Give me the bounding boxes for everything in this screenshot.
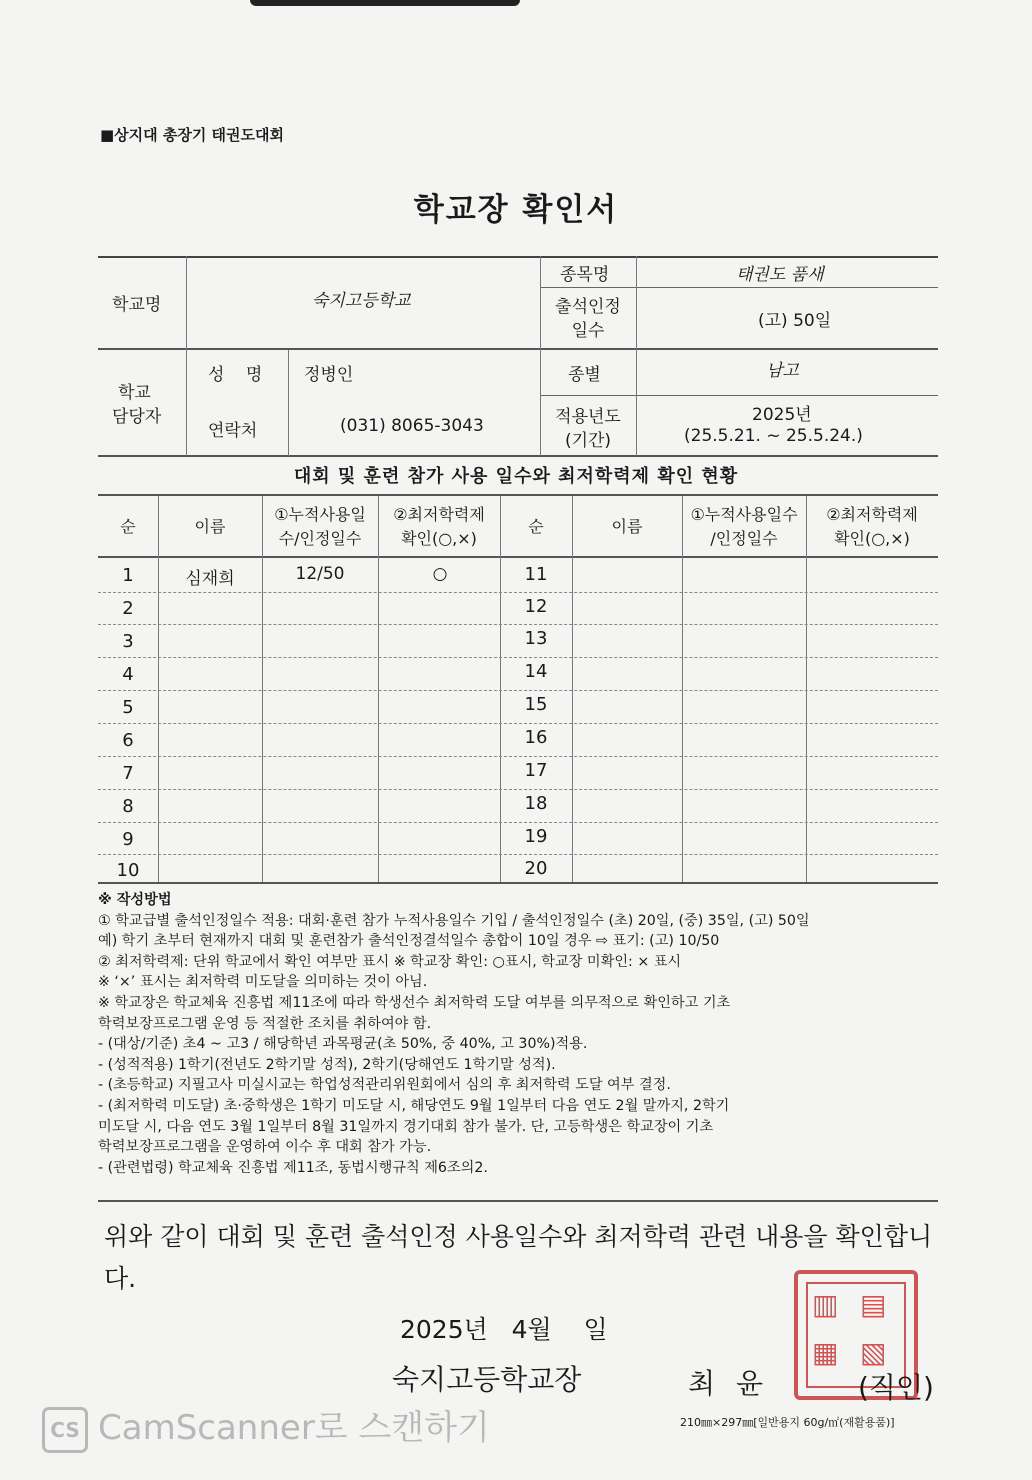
row-separator — [98, 690, 938, 691]
camscanner-logo-icon: CS — [42, 1407, 88, 1453]
header-days-left: 수/인정일수 — [278, 529, 362, 548]
row-number: 11 — [524, 564, 548, 585]
header-check-left: 확인(○,×) — [401, 529, 477, 548]
note-line: 예) 학기 초부터 현재까지 대회 및 훈련참가 출석인정결석일수 총합이 10일 경우 ⇨ 표기: (고) 10/50 — [98, 933, 720, 950]
note-line: ① 학교급별 출석인정일수 적용: 대회·훈련 참가 누적사용일수 기입 / 출석인정일수 (초) 20일, (중) 35일, (고) 50일 — [98, 912, 810, 929]
header-days-right: /인정일수 — [710, 529, 778, 548]
row-number: 18 — [524, 793, 548, 814]
row-number: 7 — [122, 763, 134, 784]
row-number: 9 — [122, 829, 134, 850]
info-line — [540, 395, 938, 396]
period-value: (25.5.21. ~ 25.5.24.) — [684, 426, 863, 446]
camscanner-watermark — [42, 1400, 490, 1453]
notes-bottom-border — [98, 1200, 938, 1202]
writing-instructions — [98, 890, 948, 1178]
row-number: 12 — [524, 596, 548, 617]
confirmation-statement: 위와 같이 대회 및 훈련 출석인정 사용일수와 최저학력 관련 내용을 확인합니다. — [104, 1222, 933, 1293]
header-no-right: 순 — [528, 517, 544, 536]
student-name: 심재희 — [185, 569, 235, 589]
event-label: 종목명 — [560, 265, 610, 285]
days-label: 출석인정 — [555, 297, 621, 317]
row-number: 17 — [524, 760, 548, 781]
note-line: - (성적적용) 1학기(전년도 2학기말 성적), 2학기(당해연도 1학기말 성적). — [98, 1056, 556, 1073]
year-label: (기간) — [564, 431, 612, 451]
manager-label: 담당자 — [112, 407, 162, 427]
note-line: 학력보장프로그램을 운영하여 이수 후 대회 참가 가능. — [98, 1139, 432, 1156]
table-top-border — [98, 494, 938, 496]
days-used: 12/50 — [295, 564, 345, 584]
official-seal: ▥ ▤ ▦ ▧ — [794, 1270, 918, 1400]
row-separator — [98, 592, 938, 593]
days-value: (고) 50일 — [758, 311, 832, 331]
min-academic-check: ○ — [432, 564, 448, 584]
table-bottom-border — [98, 882, 938, 884]
header-no-left: 순 — [120, 517, 136, 536]
row-separator — [98, 822, 938, 823]
note-line: ※ 작성방법 — [98, 892, 172, 908]
year-value: 2025년 — [752, 405, 812, 425]
name-value: 정병인 — [304, 365, 354, 385]
row-number: 15 — [524, 694, 548, 715]
row-number: 5 — [122, 697, 134, 718]
table-divider — [572, 496, 573, 882]
row-number: 2 — [122, 598, 134, 619]
stamp-label: (직인) — [858, 1371, 934, 1404]
row-separator — [98, 789, 938, 790]
table-divider — [262, 496, 263, 882]
row-separator — [98, 657, 938, 658]
header-check-left: ②최저학력제 — [393, 505, 485, 524]
days-label: 일수 — [571, 321, 605, 341]
row-number: 19 — [524, 826, 548, 847]
row-number: 20 — [524, 858, 548, 879]
contact-label: 연락처 — [208, 421, 258, 441]
note-line: - (초등학교) 지필고사 미실시교는 학업성적관리위원회에서 심의 후 최저학력 도달 여부 결정. — [98, 1077, 671, 1094]
row-number: 13 — [524, 628, 548, 649]
table-divider — [682, 496, 683, 882]
table-divider — [500, 496, 501, 882]
row-number: 8 — [122, 796, 134, 817]
row-number: 3 — [122, 631, 134, 652]
name-label: 성 명 — [208, 365, 271, 385]
category-value: 남고 — [766, 361, 799, 381]
header-name-right: 이름 — [611, 517, 643, 536]
row-number: 6 — [122, 730, 134, 751]
watermark-text: CamScanner로 스캔하기 — [98, 1408, 490, 1448]
school-label: 학교명 — [112, 295, 162, 315]
header-days-right: ①누적사용일수 — [690, 505, 798, 524]
event-value: 태권도 품새 — [736, 265, 824, 285]
sign-date: 2025년 4월 일 — [400, 1315, 608, 1344]
header-name-left: 이름 — [194, 517, 226, 536]
note-line: - (관련법령) 학교체육 진흥법 제11조, 동법시행규칙 제6조의2. — [98, 1159, 488, 1176]
table-divider — [158, 496, 159, 882]
scan-edge — [250, 0, 520, 6]
note-line: ② 최저학력제: 단위 학교에서 확인 여부만 표시 ※ 학교장 확인: ○표시, 학교장 미확인: × 표시 — [98, 953, 682, 970]
info-divider — [288, 350, 289, 456]
school-value: 숙지고등학교 — [312, 291, 411, 311]
info-line — [540, 287, 938, 288]
note-line: 학력보장프로그램 운영 등 적절한 조치를 취하여야 함. — [98, 1015, 432, 1032]
note-line: 미도달 시, 다음 연도 3월 1일부터 8월 31일까지 경기대회 참가 불가. 단, 고등학생은 학교장이 기초 — [98, 1118, 714, 1135]
table-divider — [806, 496, 807, 882]
school-principal-title: 숙지고등학교장 — [392, 1363, 582, 1396]
note-line: ※ 학교장은 학교체육 진흥법 제11조에 따라 학생선수 최저학력 도달 여부를 의무적으로 확인하고 기초 — [98, 994, 731, 1011]
year-label: 적용년도 — [555, 407, 621, 427]
info-divider — [540, 256, 541, 456]
header-check-right: ②최저학력제 — [826, 505, 918, 524]
table-divider — [378, 496, 379, 882]
info-line — [98, 348, 938, 350]
header-days-left: ①누적사용일 — [274, 505, 366, 524]
event-header: ■상지대 총장기 태권도대회 — [100, 126, 285, 144]
paper-spec: 210㎜×297㎜[일반용지 60g/㎡(재활용품)] — [680, 1416, 895, 1429]
category-label: 종별 — [568, 365, 601, 385]
header-check-right: 확인(○,×) — [834, 529, 910, 548]
info-line — [98, 455, 938, 457]
manager-label: 학교 — [118, 383, 151, 403]
row-number: 10 — [116, 860, 140, 881]
row-number: 1 — [122, 565, 134, 586]
row-number: 14 — [524, 661, 548, 682]
row-separator — [98, 854, 938, 855]
principal-name: 최 윤 — [688, 1367, 769, 1400]
row-number: 16 — [524, 727, 548, 748]
row-separator — [98, 624, 938, 625]
table-subtitle: 대회 및 훈련 참가 사용 일수와 최저학력제 확인 현황 — [293, 466, 739, 487]
contact-value: (031) 8065-3043 — [340, 416, 484, 436]
table-header-border — [98, 556, 938, 558]
info-top-border — [98, 256, 938, 258]
note-line: - (최저학력 미도달) 초·중학생은 1학기 미도달 시, 해당연도 9월 1일부터 다음 연도 2월 말까지, 2학기 — [98, 1097, 730, 1114]
row-separator — [98, 723, 938, 724]
row-number: 4 — [122, 664, 134, 685]
info-divider — [186, 256, 187, 456]
info-divider — [636, 256, 637, 456]
page-title: 학교장 확인서 — [413, 192, 619, 228]
row-separator — [98, 756, 938, 757]
note-line: ※ ‘×’ 표시는 최저학력 미도달을 의미하는 것이 아님. — [98, 974, 428, 991]
note-line: - (대상/기준) 초4 ~ 고3 / 해당학년 과목평균(초 50%, 중 40%, 고 30%)적용. — [98, 1036, 588, 1053]
